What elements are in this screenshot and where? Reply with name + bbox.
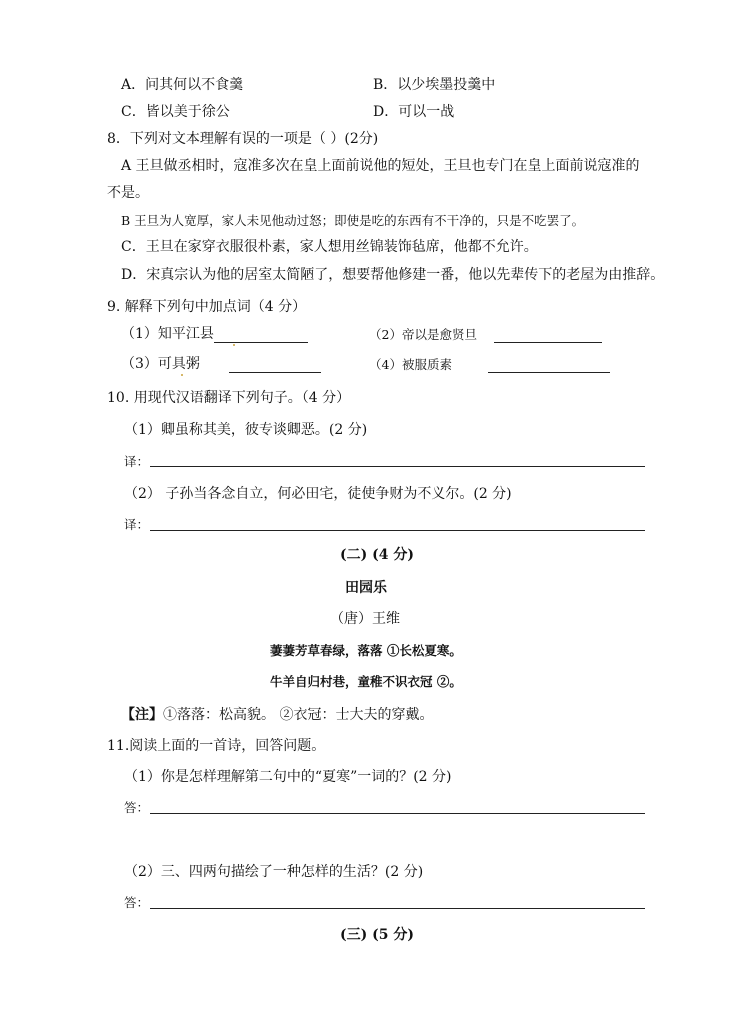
q10-item-1: （1）卿虽称其美，彼专谈卿恶。(2 分): [124, 422, 368, 438]
note-label: 【注】: [121, 707, 163, 723]
q10-item-2: （2） 子孙当各念自立，何必田宅，徒使争财为不义尔。(2 分): [124, 486, 512, 502]
q9-answer-line-3[interactable]: [229, 372, 321, 373]
emphasis-dot: [233, 344, 235, 346]
q9-item-4: （4）被服质素: [369, 357, 452, 372]
poem-line-2: 牛羊自归村巷，童稚不识衣冠 ②。: [270, 674, 462, 689]
q9-answer-line-1[interactable]: [214, 342, 308, 343]
q11-answer-label-2: 答：: [124, 895, 150, 910]
q7-option-b: B．以少埃墨投羹中: [373, 77, 496, 93]
q11-answer-label-1: 答：: [124, 800, 150, 815]
q8-stem: 8．下列对文本理解有误的一项是（ ）(2分): [107, 131, 379, 147]
q7-option-d: D．可以一战: [373, 104, 455, 120]
q11-item-1: （1）你是怎样理解第二句中的“夏寒”一词的？(2 分): [124, 769, 452, 785]
poem-author: （唐）王维: [330, 611, 400, 627]
q8-option-b: B 王旦为人宽厚，家人未见他动过怒；即使是吃的东西有不干净的，只是不吃罢了。: [121, 213, 585, 228]
q11-item-2: （2）三、四两句描绘了一种怎样的生活？(2 分): [124, 864, 424, 880]
poem-notes: [121, 706, 433, 724]
q7-option-a: A．问其何以不食羹: [121, 77, 244, 93]
q9-item-2: （2）帝以是愈贤旦: [369, 327, 477, 342]
q11-answer-line-2[interactable]: [150, 908, 645, 909]
q10-answer-line-2[interactable]: [150, 530, 645, 531]
q8-option-c: C．王旦在家穿衣服很朴素，家人想用丝锦装饰毡席，他都不允许。: [121, 239, 538, 255]
q10-answer-label-1: 译：: [124, 454, 150, 469]
emphasis-dot: [181, 374, 183, 376]
q10-answer-line-1[interactable]: [150, 466, 645, 467]
q10-answer-label-2: 译：: [124, 517, 150, 532]
q9-item-3: （3）可具粥: [121, 356, 200, 372]
q11-answer-line-1[interactable]: [150, 813, 645, 814]
q9-item-1: （1）知平江县: [121, 326, 214, 342]
q11-stem: 11.阅读上面的一首诗，回答问题。: [107, 738, 326, 754]
section-3-heading: (三) (5 分): [340, 927, 414, 943]
poem-line-1: 萋萋芳草春绿，落落 ①长松夏寒。: [270, 643, 462, 658]
q8-option-a-line2: 不是。: [107, 185, 149, 201]
q9-answer-line-2[interactable]: [494, 342, 602, 343]
q8-option-d: D．宋真宗认为他的居室太简陋了，想要帮他修建一番，他以先辈传下的老屋为由推辞。: [121, 267, 665, 283]
q9-answer-line-4[interactable]: [488, 372, 610, 373]
q8-option-a-line1: A 王旦做丞相时，寇准多次在皇上面前说他的短处，王旦也专门在皇上面前说寇准的: [121, 158, 640, 174]
section-2-heading: (二) (4 分): [340, 547, 414, 563]
q7-option-c: C．皆以美于徐公: [121, 104, 230, 120]
note-text: ①落落：松高貌。 ②衣冠：士大夫的穿戴。: [163, 707, 434, 723]
poem-title: 田园乐: [345, 580, 387, 596]
q9-stem: 9. 解释下列句中加点词（4 分）: [107, 299, 307, 315]
q10-stem: 10. 用现代汉语翻译下列句子。（4 分）: [107, 390, 351, 406]
